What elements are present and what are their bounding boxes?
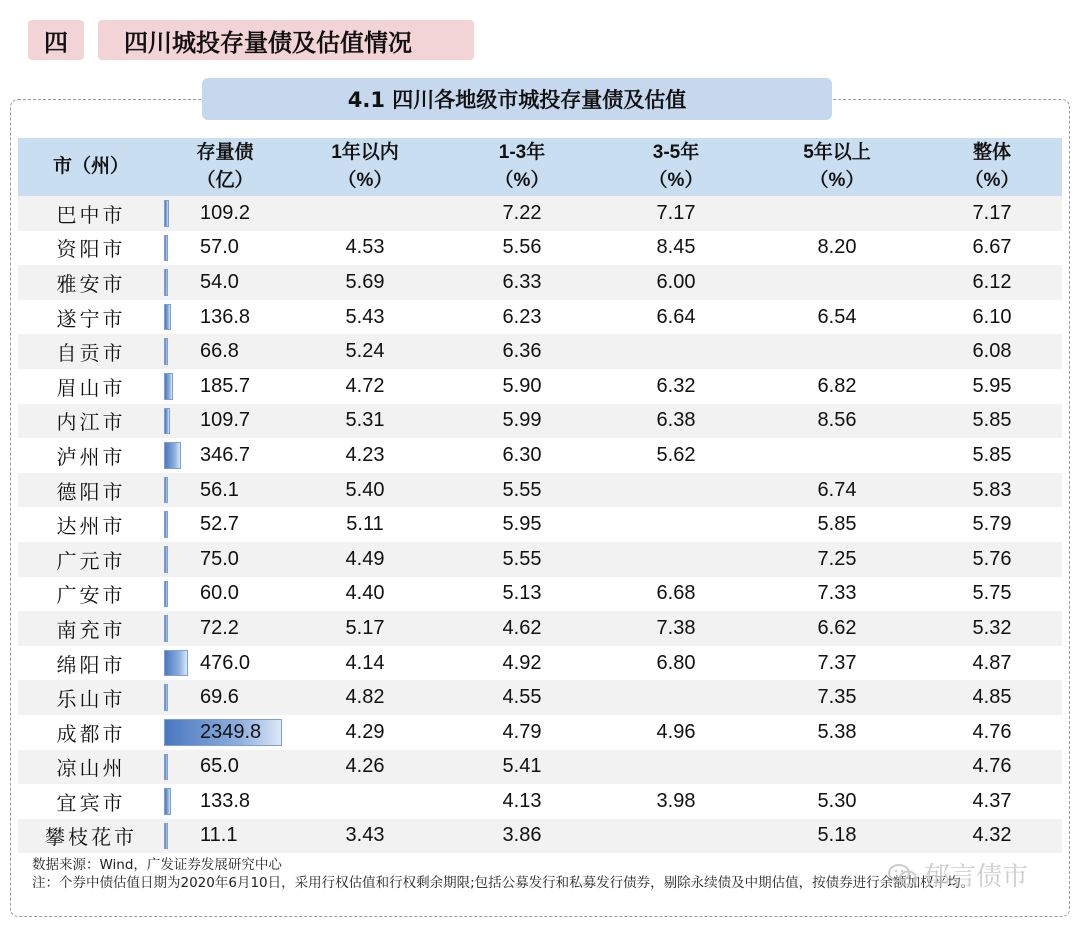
remark-note: 注：个券中债估值日期为2020年6月10日，采用行权估值和行权剩余期限;包括公募发行和私募发行债券，剔除永续债及中期估值，按债券进行余额加权平均。: [32, 875, 975, 891]
overall-cell: 7.17: [922, 196, 1062, 231]
city-cell: 乐山市: [18, 680, 164, 715]
overall-cell: 4.87: [922, 646, 1062, 681]
over-5y-cell: 7.25: [752, 542, 922, 577]
over-5y-cell: 5.18: [752, 819, 922, 854]
col-header-1-3y: 1-3年 （%）: [444, 138, 600, 196]
within-1y-cell: 5.31: [286, 404, 444, 439]
3-5y-cell: [600, 473, 752, 508]
amount-cell: [164, 507, 286, 542]
amount-cell: [164, 819, 286, 854]
valuation-table: [18, 138, 1062, 853]
1-3y-cell: 7.22: [444, 196, 600, 231]
over-5y-cell: 7.33: [752, 577, 922, 612]
3-5y-cell: [600, 542, 752, 577]
within-1y-cell: [286, 196, 444, 231]
within-1y-cell: 5.43: [286, 300, 444, 335]
table-row: [18, 334, 1062, 369]
amount-cell: [164, 473, 286, 508]
city-cell: 攀枝花市: [18, 819, 164, 854]
overall-cell: 4.32: [922, 819, 1062, 854]
1-3y-cell: 5.56: [444, 231, 600, 266]
3-5y-cell: 6.32: [600, 369, 752, 404]
amount-value: 2349.8: [200, 720, 262, 743]
table-row: [18, 404, 1062, 439]
amount-cell: [164, 334, 286, 369]
over-5y-cell: 6.74: [752, 473, 922, 508]
over-5y-cell: [752, 438, 922, 473]
amount-value: 75.0: [200, 547, 239, 570]
amount-value: 66.8: [200, 340, 239, 363]
table-row: [18, 265, 1062, 300]
1-3y-cell: 3.86: [444, 819, 600, 854]
overall-cell: 5.32: [922, 611, 1062, 646]
within-1y-cell: 5.17: [286, 611, 444, 646]
city-cell: 南充市: [18, 611, 164, 646]
over-5y-cell: 6.62: [752, 611, 922, 646]
within-1y-cell: 4.23: [286, 438, 444, 473]
amount-value: 185.7: [200, 374, 251, 397]
col-header-3-5y: 3-5年 （%）: [600, 138, 752, 196]
1-3y-cell: 4.92: [444, 646, 600, 681]
amount-value: 11.1: [200, 824, 238, 847]
table-row: [18, 369, 1062, 404]
overall-cell: 6.08: [922, 334, 1062, 369]
1-3y-cell: 5.95: [444, 507, 600, 542]
amount-cell: [164, 611, 286, 646]
overall-cell: 5.83: [922, 473, 1062, 508]
city-cell: 广安市: [18, 577, 164, 612]
3-5y-cell: 7.38: [600, 611, 752, 646]
amount-cell: [164, 369, 286, 404]
1-3y-cell: 5.99: [444, 404, 600, 439]
col-header-within-1y: 1年以内 （%）: [286, 138, 444, 196]
overall-cell: 4.76: [922, 715, 1062, 750]
1-3y-cell: 5.13: [444, 577, 600, 612]
amount-value: 72.2: [200, 616, 239, 639]
table-row: [18, 646, 1062, 681]
amount-value: 109.7: [200, 409, 251, 432]
amount-cell: [164, 265, 286, 300]
1-3y-cell: 4.79: [444, 715, 600, 750]
within-1y-cell: 5.69: [286, 265, 444, 300]
wechat-icon: [888, 862, 918, 888]
amount-cell: [164, 680, 286, 715]
city-cell: 资阳市: [18, 231, 164, 266]
within-1y-cell: 4.49: [286, 542, 444, 577]
over-5y-cell: 5.30: [752, 784, 922, 819]
table-row: [18, 750, 1062, 785]
1-3y-cell: 5.55: [444, 473, 600, 508]
amount-value: 346.7: [200, 443, 251, 466]
watermark: [888, 856, 1028, 893]
amount-value: 60.0: [200, 582, 239, 605]
overall-cell: 5.76: [922, 542, 1062, 577]
within-1y-cell: 4.72: [286, 369, 444, 404]
within-1y-cell: 3.43: [286, 819, 444, 854]
1-3y-cell: 6.33: [444, 265, 600, 300]
within-1y-cell: 4.29: [286, 715, 444, 750]
over-5y-cell: 7.35: [752, 680, 922, 715]
within-1y-cell: 4.82: [286, 680, 444, 715]
col-header-over-5y: 5年以上 （%）: [752, 138, 922, 196]
amount-value: 69.6: [200, 686, 239, 709]
city-cell: 泸州市: [18, 438, 164, 473]
within-1y-cell: 5.40: [286, 473, 444, 508]
within-1y-cell: 5.24: [286, 334, 444, 369]
3-5y-cell: [600, 680, 752, 715]
over-5y-cell: [752, 265, 922, 300]
overall-cell: 5.75: [922, 577, 1062, 612]
1-3y-cell: 6.30: [444, 438, 600, 473]
over-5y-cell: [752, 750, 922, 785]
city-cell: 凉山州: [18, 750, 164, 785]
section-title: 四川城投存量债及估值情况: [98, 20, 474, 60]
amount-cell: [164, 196, 286, 231]
amount-cell: [164, 300, 286, 335]
table-row: [18, 196, 1062, 231]
within-1y-cell: [286, 784, 444, 819]
3-5y-cell: 3.98: [600, 784, 752, 819]
overall-cell: 6.67: [922, 231, 1062, 266]
amount-value: 56.1: [200, 478, 239, 501]
city-cell: 绵阳市: [18, 646, 164, 681]
overall-cell: 5.95: [922, 369, 1062, 404]
table-row: [18, 231, 1062, 266]
1-3y-cell: 4.62: [444, 611, 600, 646]
3-5y-cell: 7.17: [600, 196, 752, 231]
3-5y-cell: [600, 819, 752, 854]
overall-cell: 4.76: [922, 750, 1062, 785]
overall-cell: 6.10: [922, 300, 1062, 335]
3-5y-cell: 5.62: [600, 438, 752, 473]
overall-cell: 6.12: [922, 265, 1062, 300]
col-header-overall: 整体 （%）: [922, 138, 1062, 196]
3-5y-cell: [600, 334, 752, 369]
city-cell: 雅安市: [18, 265, 164, 300]
section-number: 四: [28, 20, 84, 60]
amount-cell: [164, 715, 286, 750]
1-3y-cell: 4.13: [444, 784, 600, 819]
amount-cell: [164, 404, 286, 439]
3-5y-cell: [600, 507, 752, 542]
1-3y-cell: 4.55: [444, 680, 600, 715]
overall-cell: 5.85: [922, 438, 1062, 473]
amount-cell: [164, 646, 286, 681]
table-row: [18, 473, 1062, 508]
amount-cell: [164, 784, 286, 819]
over-5y-cell: 6.54: [752, 300, 922, 335]
over-5y-cell: 7.37: [752, 646, 922, 681]
table-row: [18, 542, 1062, 577]
source-note: 数据来源：Wind，广发证券发展研究中心: [32, 857, 282, 873]
amount-value: 133.8: [200, 789, 251, 812]
overall-cell: 4.85: [922, 680, 1062, 715]
city-cell: 宜宾市: [18, 784, 164, 819]
3-5y-cell: [600, 750, 752, 785]
over-5y-cell: 8.20: [752, 231, 922, 266]
3-5y-cell: 6.68: [600, 577, 752, 612]
within-1y-cell: 4.40: [286, 577, 444, 612]
over-5y-cell: 5.38: [752, 715, 922, 750]
over-5y-cell: [752, 196, 922, 231]
1-3y-cell: 5.55: [444, 542, 600, 577]
table-row: [18, 300, 1062, 335]
overall-cell: 4.37: [922, 784, 1062, 819]
within-1y-cell: 5.11: [286, 507, 444, 542]
city-cell: 巴中市: [18, 196, 164, 231]
city-cell: 广元市: [18, 542, 164, 577]
city-cell: 达州市: [18, 507, 164, 542]
watermark-text: 郁言债市: [924, 862, 1029, 892]
amount-cell: [164, 577, 286, 612]
amount-cell: [164, 750, 286, 785]
amount-value: 136.8: [200, 305, 251, 328]
3-5y-cell: 6.38: [600, 404, 752, 439]
amount-value: 109.2: [200, 201, 251, 224]
overall-cell: 5.85: [922, 404, 1062, 439]
table-header-row: [18, 138, 1062, 196]
3-5y-cell: 4.96: [600, 715, 752, 750]
3-5y-cell: 6.00: [600, 265, 752, 300]
table-row: [18, 577, 1062, 612]
table-row: [18, 611, 1062, 646]
amount-cell: [164, 438, 286, 473]
over-5y-cell: 6.82: [752, 369, 922, 404]
over-5y-cell: 8.56: [752, 404, 922, 439]
table-row: [18, 507, 1062, 542]
city-cell: 眉山市: [18, 369, 164, 404]
amount-value: 57.0: [200, 236, 239, 259]
table-row: [18, 680, 1062, 715]
amount-cell: [164, 542, 286, 577]
amount-value: 476.0: [200, 651, 251, 674]
city-cell: 自贡市: [18, 334, 164, 369]
over-5y-cell: [752, 334, 922, 369]
table-title: 4.1 四川各地级市城投存量债及估值: [202, 78, 832, 120]
3-5y-cell: 6.80: [600, 646, 752, 681]
1-3y-cell: 6.23: [444, 300, 600, 335]
within-1y-cell: 4.26: [286, 750, 444, 785]
table-row: [18, 819, 1062, 854]
amount-value: 65.0: [200, 755, 239, 778]
city-cell: 德阳市: [18, 473, 164, 508]
city-cell: 遂宁市: [18, 300, 164, 335]
amount-cell: [164, 231, 286, 266]
1-3y-cell: 6.36: [444, 334, 600, 369]
over-5y-cell: 5.85: [752, 507, 922, 542]
3-5y-cell: 8.45: [600, 231, 752, 266]
overall-cell: 5.79: [922, 507, 1062, 542]
col-header-amount: 存量债 （亿）: [164, 138, 286, 196]
1-3y-cell: 5.41: [444, 750, 600, 785]
table-row: [18, 715, 1062, 750]
within-1y-cell: 4.14: [286, 646, 444, 681]
table-row: [18, 784, 1062, 819]
3-5y-cell: 6.64: [600, 300, 752, 335]
city-cell: 内江市: [18, 404, 164, 439]
amount-value: 52.7: [200, 513, 239, 536]
col-header-city: 市（州）: [18, 138, 164, 196]
1-3y-cell: 5.90: [444, 369, 600, 404]
amount-value: 54.0: [200, 270, 239, 293]
city-cell: 成都市: [18, 715, 164, 750]
within-1y-cell: 4.53: [286, 231, 444, 266]
table-row: [18, 438, 1062, 473]
